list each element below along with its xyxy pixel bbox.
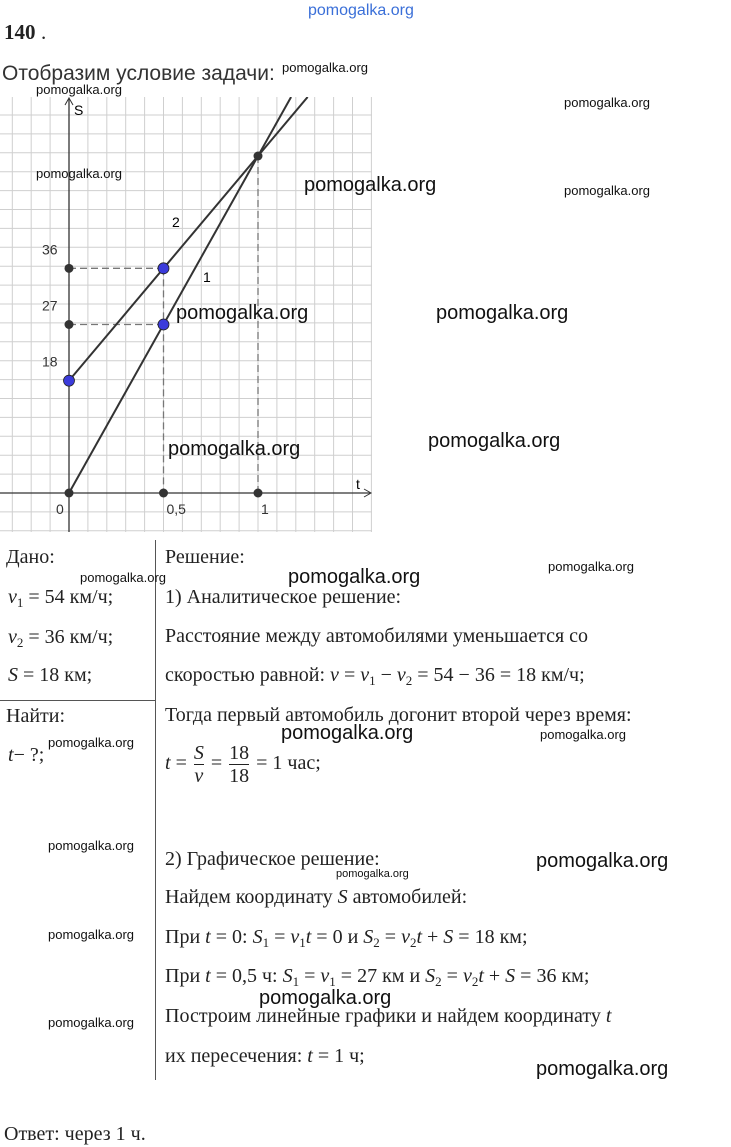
watermark: pomogalka.org	[259, 987, 392, 1009]
data-point	[158, 319, 169, 330]
subscript: 1	[262, 935, 270, 950]
math-variable: t	[416, 926, 423, 948]
site-watermark-top: pomogalka.org	[308, 2, 414, 19]
text-run: 2) Графическое решение:	[165, 848, 380, 870]
text-run: = 0 и	[311, 926, 364, 948]
numerator: S	[193, 742, 204, 764]
text-run: = 36 км/ч;	[23, 626, 114, 648]
text-run: =	[379, 926, 402, 948]
y-tick-label: 27	[42, 297, 58, 314]
math-variable: t	[605, 1005, 612, 1027]
subscript: 1	[292, 974, 300, 989]
text-run: Построим линейные графики и найдем координату	[165, 1005, 606, 1027]
text-run: При	[165, 926, 206, 948]
series-label-1: 1	[203, 269, 211, 285]
given-v2	[8, 626, 113, 651]
subscript: 1	[16, 595, 24, 610]
fraction-18-18	[229, 742, 249, 787]
math-variable: t	[305, 926, 312, 948]
subscript: 1	[329, 974, 336, 989]
text-run: = 36 км;	[515, 965, 590, 987]
given-s	[8, 664, 92, 687]
text-run: Расстояние между автомобилями уменьшается со	[165, 625, 589, 647]
math-variable: t	[307, 1045, 313, 1067]
math-variable: S	[337, 886, 348, 908]
text-run: Тогда первый автомобиль догонит второй через время:	[165, 704, 632, 726]
text-run: 1) Аналитическое решение:	[165, 586, 402, 608]
text-run: +	[483, 965, 506, 987]
series-line-2	[69, 97, 308, 381]
text-run: − ?;	[13, 744, 45, 766]
math-variable: v	[330, 664, 339, 686]
graph-point	[65, 489, 74, 498]
solution-line-3	[165, 664, 585, 689]
watermark: pomogalka.org	[281, 722, 414, 744]
subscript: 2	[405, 673, 413, 688]
solution-title: Решение:	[165, 546, 245, 568]
subscript: 1	[299, 935, 306, 950]
watermark: pomogalka.org	[48, 1015, 134, 1030]
watermark: pomogalka.org	[536, 850, 669, 872]
watermark: pomogalka.org	[548, 559, 634, 574]
solution-line-1	[165, 586, 401, 609]
solution-line-10	[165, 1045, 365, 1068]
given-v1	[8, 586, 113, 611]
text-run: = 18 км;	[18, 664, 93, 686]
fraction-s-v	[194, 742, 204, 787]
text-run: = 54 км/ч;	[23, 586, 114, 608]
watermark: pomogalka.org	[36, 166, 122, 181]
watermark: pomogalka.org	[428, 430, 561, 452]
math-variable: S	[443, 926, 454, 948]
given-divider	[0, 700, 155, 701]
text-run: =	[338, 664, 361, 686]
watermark: pomogalka.org	[176, 302, 309, 324]
watermark: pomogalka.org	[304, 174, 437, 196]
data-point	[64, 375, 75, 386]
math-variable: S	[425, 965, 436, 987]
graph-point	[65, 320, 74, 329]
x-tick-label: 0,5	[166, 501, 186, 517]
math-variable: v	[462, 965, 472, 987]
result: = 1 час;	[256, 752, 321, 775]
text-run: =	[269, 926, 291, 948]
math-variable: v	[320, 965, 330, 987]
text-run: = 0,5 ч:	[210, 965, 283, 987]
math-variable: S	[8, 664, 18, 686]
series-label-2: 2	[172, 214, 180, 230]
equals: =	[210, 752, 223, 775]
text-run: = 18 км;	[453, 926, 528, 948]
math-variable: t	[8, 744, 14, 766]
watermark: pomogalka.org	[48, 735, 134, 750]
watermark: pomogalka.org	[564, 183, 650, 198]
intro-text: Отобразим условие задачи:	[2, 62, 275, 85]
y-tick-label: 18	[42, 353, 58, 370]
math-variable: S	[282, 965, 293, 987]
math-variable: S	[252, 926, 263, 948]
equals: =	[175, 752, 187, 775]
find-title: Найти:	[6, 705, 66, 727]
denominator: v	[194, 765, 204, 787]
watermark: pomogalka.org	[536, 1058, 669, 1080]
watermark: pomogalka.org	[288, 566, 421, 588]
watermark: pomogalka.org	[436, 302, 569, 324]
data-point	[158, 263, 169, 274]
x-tick-label: 1	[261, 501, 269, 517]
graph-point	[254, 152, 263, 161]
math-variable: v	[401, 926, 410, 948]
graph-point	[254, 489, 263, 498]
text-run: Найдем координату	[165, 886, 338, 908]
answer: Ответ: через 1 ч.	[4, 1123, 146, 1145]
watermark: pomogalka.org	[36, 82, 122, 97]
math-variable: v	[396, 664, 406, 686]
text-run: их пересечения:	[165, 1045, 308, 1067]
var-t: t	[165, 752, 171, 775]
watermark: pomogalka.org	[540, 727, 626, 742]
solution-fraction	[165, 742, 321, 787]
solution-line-6	[165, 886, 467, 909]
text-run: −	[375, 664, 397, 686]
solution-line-7	[165, 926, 528, 951]
subscript: 2	[471, 974, 479, 989]
subscript: 2	[435, 974, 442, 989]
subscript: 2	[16, 635, 24, 650]
find-value	[8, 744, 44, 767]
math-variable: t	[205, 926, 211, 948]
watermark: pomogalka.org	[168, 438, 301, 460]
x-axis-label: t	[356, 476, 360, 492]
math-variable: v	[360, 664, 370, 686]
graph-point	[65, 264, 74, 273]
text-run: =	[441, 965, 463, 987]
math-variable: S	[505, 965, 516, 987]
watermark: pomogalka.org	[336, 868, 409, 880]
text-run: = 0:	[210, 926, 253, 948]
watermark: pomogalka.org	[48, 838, 134, 853]
watermark: pomogalka.org	[48, 927, 134, 942]
math-variable: t	[205, 965, 211, 987]
y-axis-label: S	[74, 102, 84, 118]
x-tick-label: 0	[56, 501, 64, 517]
subscript: 2	[373, 935, 380, 950]
solution-line-2	[165, 625, 588, 648]
numerator: 18	[229, 742, 250, 764]
problem-dot: .	[41, 20, 47, 44]
text-run: = 27 км и	[335, 965, 426, 987]
text-run: = 1 ч;	[312, 1045, 365, 1067]
math-variable: v	[290, 926, 300, 948]
math-variable: v	[8, 626, 17, 648]
given-title: Дано:	[6, 546, 55, 568]
text-run: =	[299, 965, 321, 987]
text-run: скоростью равной:	[165, 664, 331, 686]
text-run: При	[165, 965, 206, 987]
graph-point	[159, 489, 168, 498]
math-variable: S	[363, 926, 374, 948]
subscript: 2	[409, 935, 417, 950]
watermark: pomogalka.org	[282, 60, 368, 75]
y-tick-label: 36	[42, 241, 58, 258]
column-divider	[155, 540, 156, 1080]
text-run: +	[422, 926, 444, 948]
math-variable: v	[8, 586, 17, 608]
problem-number: 140	[4, 20, 36, 44]
watermark: pomogalka.org	[564, 95, 650, 110]
text-run: = 54 − 36 = 18 км/ч;	[412, 664, 585, 686]
math-variable: t	[478, 965, 484, 987]
watermark: pomogalka.org	[80, 570, 166, 585]
subscript: 1	[369, 673, 376, 688]
text-run: автомобилей:	[347, 886, 468, 908]
denominator: 18	[229, 765, 250, 787]
